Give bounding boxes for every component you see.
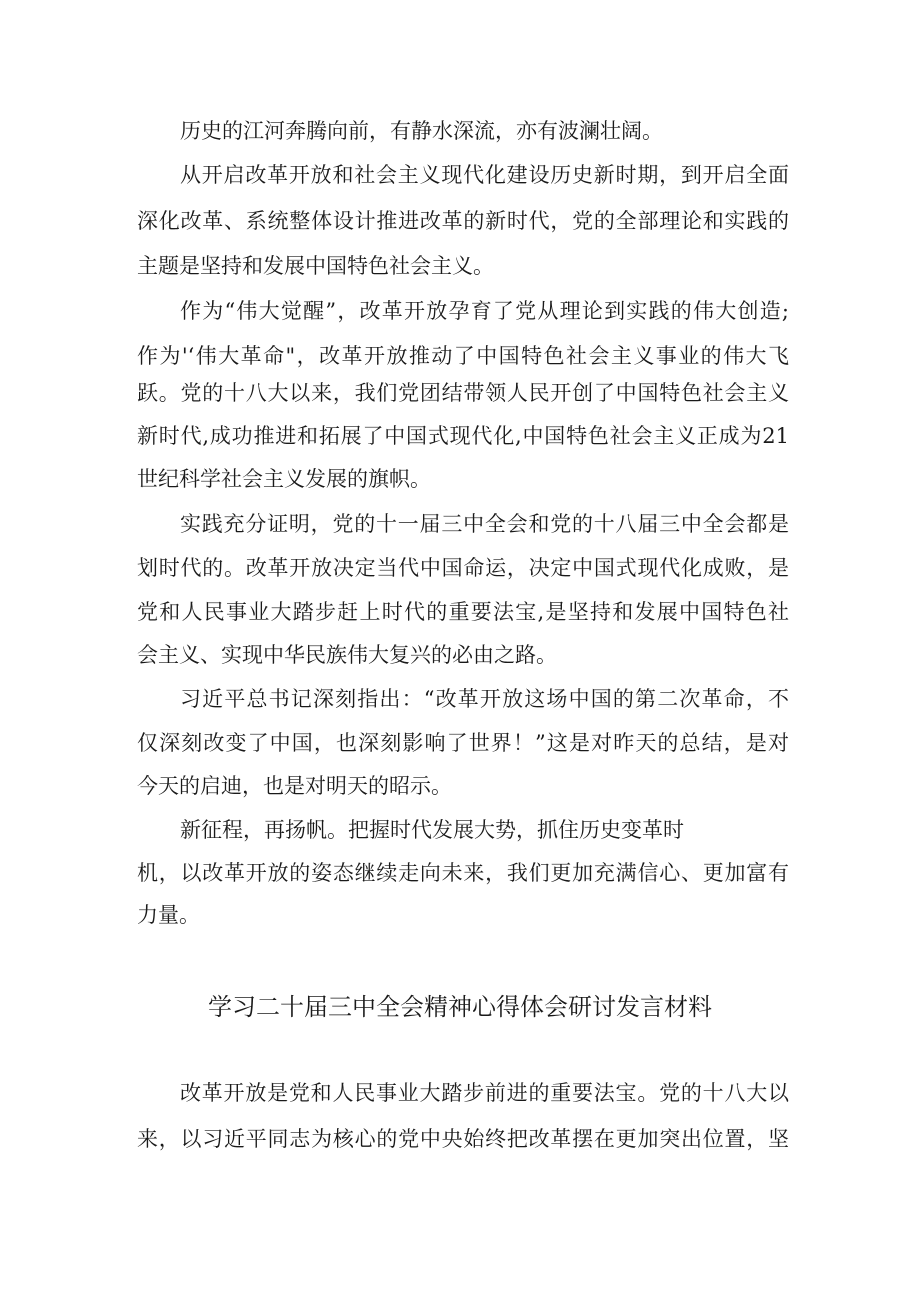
paragraph-line: 跃。党的十八大以来，我们党团结带领人民开创了中国特色社会主义 (137, 381, 789, 405)
paragraph-line: 划时代的。改革开放决定当代中国命运，决定中国式现代化成败，是 (137, 556, 789, 580)
paragraph-line: 从开启改革开放和社会主义现代化建设历史新时期，到开启全面 (180, 163, 789, 187)
paragraph-line: 历史的江河奔腾向前，有静水深流，亦有波澜壮阔。 (180, 119, 663, 143)
paragraph-line: 来，以习近平同志为核心的党中央始终把改革摆在更加突出位置，坚 (137, 1127, 789, 1151)
paragraph-line: 机，以改革开放的姿态继续走向未来，我们更加充满信心、更加富有 (137, 861, 789, 885)
paragraph-line: 力量。 (137, 903, 200, 927)
paragraph-line: 仅深刻改变了中国，也深刻影响了世界！”这是对昨天的总结，是对 (137, 731, 789, 755)
paragraph-line: 作为'‘伟大革命"，改革开放推动了中国特色社会主义事业的伟大飞 (137, 344, 789, 368)
paragraph-line: 党和人民事业大踏步赶上时代的重要法宝,是坚持和发展中国特色社 (137, 600, 789, 624)
paragraph-line: 主题是坚持和发展中国特色社会主义。 (137, 254, 494, 278)
paragraph-line: 习近平总书记深刻指出：“改革开放这场中国的第二次革命，不 (180, 687, 789, 711)
paragraph-line: 深化改革、系统整体设计推进改革的新时代，党的全部理论和实践的 (137, 209, 789, 233)
paragraph-line: 世纪科学社会主义发展的旗帜。 (137, 467, 431, 491)
paragraph-line: 作为“伟大觉醒”，改革开放孕育了党从理论到实践的伟大创造; (180, 299, 789, 323)
paragraph-line: 实践充分证明，党的十一届三中全会和党的十八届三中全会都是 (180, 512, 789, 536)
paragraph-line: 会主义、实现中华民族伟大复兴的必由之路。 (137, 643, 557, 667)
paragraph-line: 改革开放是党和人民事业大踏步前进的重要法宝。党的十八大以 (180, 1081, 789, 1105)
paragraph-line: 今天的启迪，也是对明天的昭示。 (137, 774, 452, 798)
paragraph-line: 新征程，再扬帆。把握时代发展大势，抓住历史变革时 (180, 818, 684, 842)
paragraph-line: 新时代,成功推进和拓展了中国式现代化,中国特色社会主义正成为21 (137, 424, 789, 448)
section-heading: 学习二十届三中全会精神心得体会研讨发言材料 (208, 993, 712, 1021)
